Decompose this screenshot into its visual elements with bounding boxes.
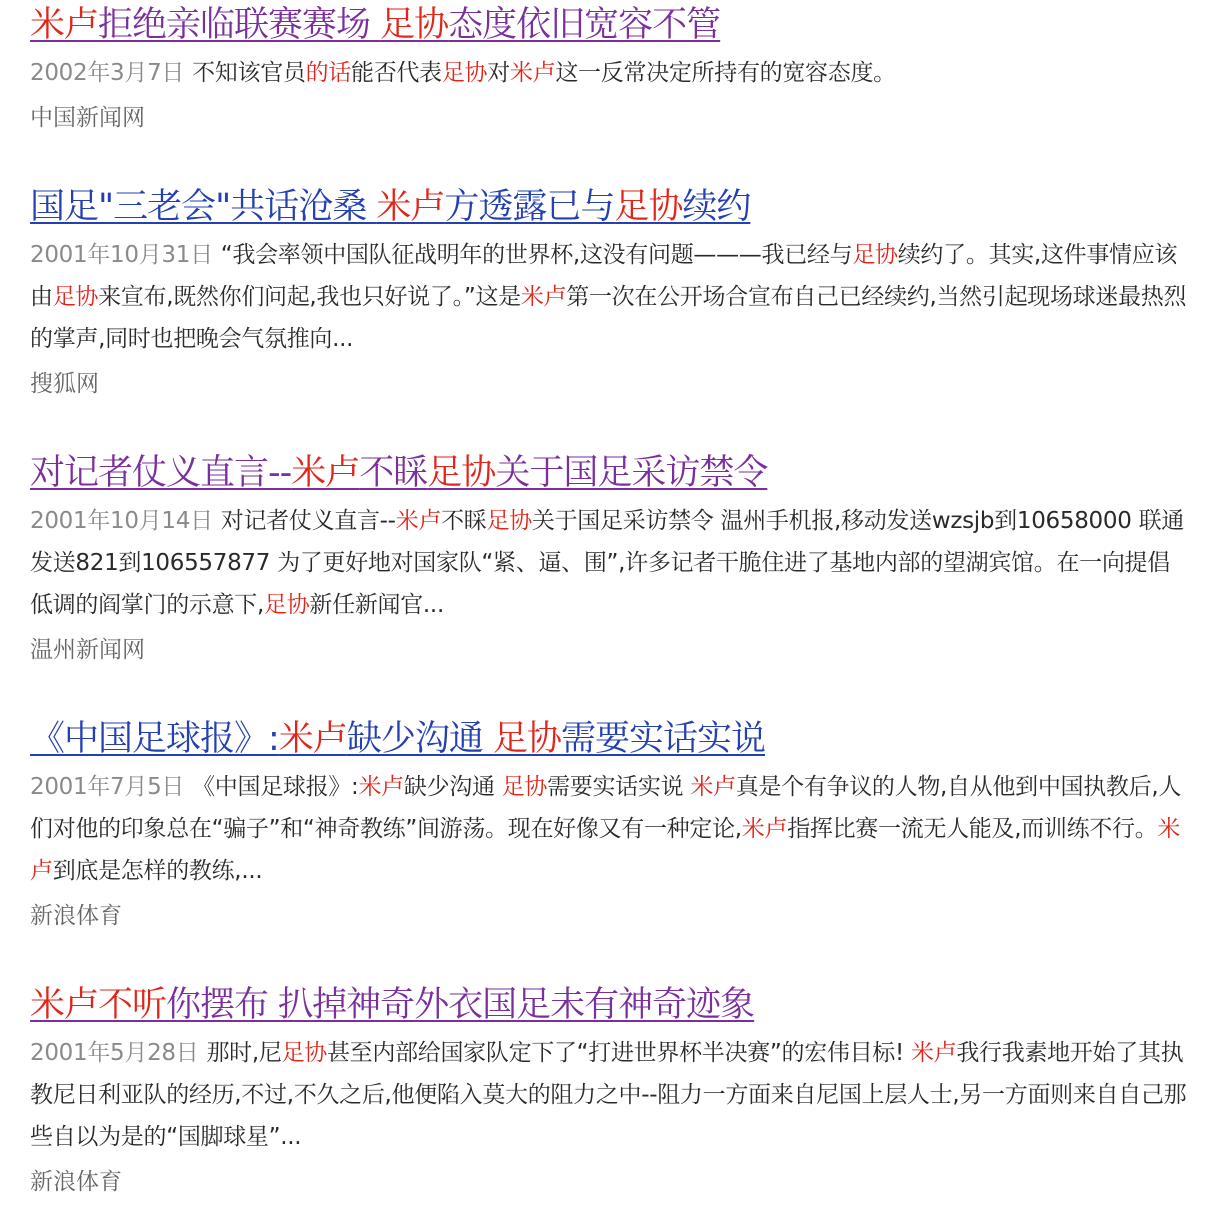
highlighted-keyword: 米卢 [509, 60, 556, 86]
highlighted-keyword: 米卢 [910, 1040, 957, 1066]
text-segment: 续约 [682, 187, 751, 227]
result-date: 2001年10月14日 [30, 508, 213, 534]
text-segment: 真是个有争议的人物,自从他到中国执教后,人们对他的印象总在“骗子”和“神奇教练”间游荡。现在好像又有一种定论, [30, 774, 1182, 842]
result-title-link[interactable] [30, 982, 1190, 1028]
highlighted-keyword: 足协 [427, 453, 496, 493]
text-segment: 甚至内部给国家队定下了“打进世界杯半决赛”的宏伟目标! [326, 1040, 911, 1066]
text-segment: 关于国足采访禁令 温州手机报,移动发送wzsjb到10658000 联通发送821到106557877 为了更好地对国家队“紧、逼、围”,许多记者干脆住进了基地内部的望湖宾馆。在一向提倡低调的阎掌门的示意下, [30, 508, 1184, 618]
result-snippet [30, 766, 1190, 892]
text-segment: 这一反常决定所持有的宽容态度。 [555, 60, 896, 86]
highlighted-keyword: 足协 [281, 1040, 327, 1066]
text-segment: 需要实话实说 [560, 719, 765, 759]
highlighted-keyword: 足协 [264, 592, 310, 618]
search-result [30, 2, 1190, 138]
text-segment: 来宣布,既然你们问起,我也只好说了。”这是 [98, 284, 521, 310]
result-snippet-text [192, 60, 896, 86]
result-snippet-text [30, 1040, 1186, 1150]
result-snippet [30, 1032, 1190, 1158]
result-source[interactable]: 新浪体育 [30, 903, 122, 929]
text-segment: 对记者仗义直言-- [220, 508, 396, 534]
result-source[interactable]: 温州新闻网 [30, 637, 145, 663]
search-result [30, 716, 1190, 936]
text-segment: “我会率领中国队征战明年的世界杯,这没有问题———我已经与 [220, 242, 853, 268]
text-segment: 新任新闻官... [309, 592, 444, 618]
highlighted-keyword: 足协 [614, 187, 683, 227]
text-segment: 不知该官员 [192, 60, 306, 86]
result-date: 2001年5月28日 [30, 1040, 199, 1066]
text-segment: 拒绝亲临联赛赛场 [98, 5, 381, 45]
text-segment: 《中国足球报》: [30, 719, 279, 759]
highlighted-keyword: 米卢 [291, 453, 360, 493]
result-title-link[interactable] [30, 2, 1190, 48]
text-segment: 缺少沟通 [346, 719, 493, 759]
highlighted-keyword: 足协 [852, 242, 898, 268]
text-segment: 对记者仗义直言-- [30, 453, 292, 493]
highlighted-keyword: 米卢不听 [30, 985, 167, 1025]
text-segment: 缺少沟通 [403, 774, 502, 800]
text-segment: 续约了。其实,这件事情应该由 [30, 242, 1178, 310]
result-snippet [30, 234, 1190, 360]
result-source[interactable]: 新浪体育 [30, 1169, 122, 1195]
text-segment: 你摆布 扒掉神奇外衣国足未有神奇迹象 [166, 985, 755, 1025]
text-segment: 关于国足采访禁令 [495, 453, 768, 493]
result-date: 2001年10月31日 [30, 242, 213, 268]
highlighted-keyword: 足协 [486, 508, 532, 534]
search-result [30, 184, 1190, 404]
text-segment: 我行我素地开始了其执教尼日利亚队的经历,不过,不久之后,他便陷入莫大的阻力之中--阻力一方面来自尼国上层人士,另一方面则来自自己那些自以为是的“国脚球星”... [30, 1040, 1187, 1150]
highlighted-keyword: 米卢 [30, 5, 99, 45]
highlighted-keyword: 米卢 [741, 816, 788, 842]
result-source[interactable]: 中国新闻网 [30, 105, 145, 131]
text-segment: 第一次在公开场合宣布自己已经续约,当然引起现场球迷最热烈的掌声,同时也把晚会气氛推向... [30, 284, 1187, 352]
result-source[interactable]: 搜狐网 [30, 371, 99, 397]
result-date: 2001年7月5日 [30, 774, 185, 800]
text-segment: 不睬 [441, 508, 487, 534]
text-segment: 国足"三老会"共话沧桑 [30, 187, 377, 227]
highlighted-keyword: 足协 [501, 774, 548, 800]
result-title-link[interactable] [30, 450, 1190, 496]
search-result [30, 982, 1190, 1202]
highlighted-keyword: 米卢 [520, 284, 567, 310]
search-result [30, 450, 1190, 670]
text-segment: 指挥比赛一流无人能及,而训练不行。 [787, 816, 1158, 842]
result-snippet [30, 500, 1190, 626]
highlighted-keyword: 米卢 [690, 774, 736, 800]
text-segment: 到底是怎样的教练,... [52, 858, 263, 884]
highlighted-keyword: 米卢 [376, 187, 445, 227]
highlighted-keyword: 足协 [441, 60, 488, 86]
result-snippet [30, 52, 1190, 94]
text-segment: 方透露已与 [444, 187, 615, 227]
highlighted-keyword: 足协 [52, 284, 99, 310]
text-segment: 那时,尼 [206, 1040, 282, 1066]
highlighted-keyword: 米卢 [278, 719, 347, 759]
text-segment: 能否代表 [351, 60, 442, 86]
text-segment: 《中国足球报》: [192, 774, 359, 800]
highlighted-keyword: 米卢 [30, 816, 1181, 884]
result-snippet-text [30, 774, 1181, 884]
result-date: 2002年3月7日 [30, 60, 185, 86]
result-title-link[interactable] [30, 716, 1190, 762]
text-segment: 对 [487, 60, 510, 86]
highlighted-keyword: 米卢 [358, 774, 404, 800]
text-segment: 需要实话实说 [547, 774, 691, 800]
highlighted-keyword: 足协 [492, 719, 561, 759]
highlighted-keyword: 的话 [305, 60, 352, 86]
text-segment: 不睬 [359, 453, 428, 493]
highlighted-keyword: 米卢 [395, 508, 442, 534]
highlighted-keyword: 足协 [380, 5, 449, 45]
result-title-link[interactable] [30, 184, 1190, 230]
text-segment: 态度依旧宽容不管 [448, 5, 721, 45]
